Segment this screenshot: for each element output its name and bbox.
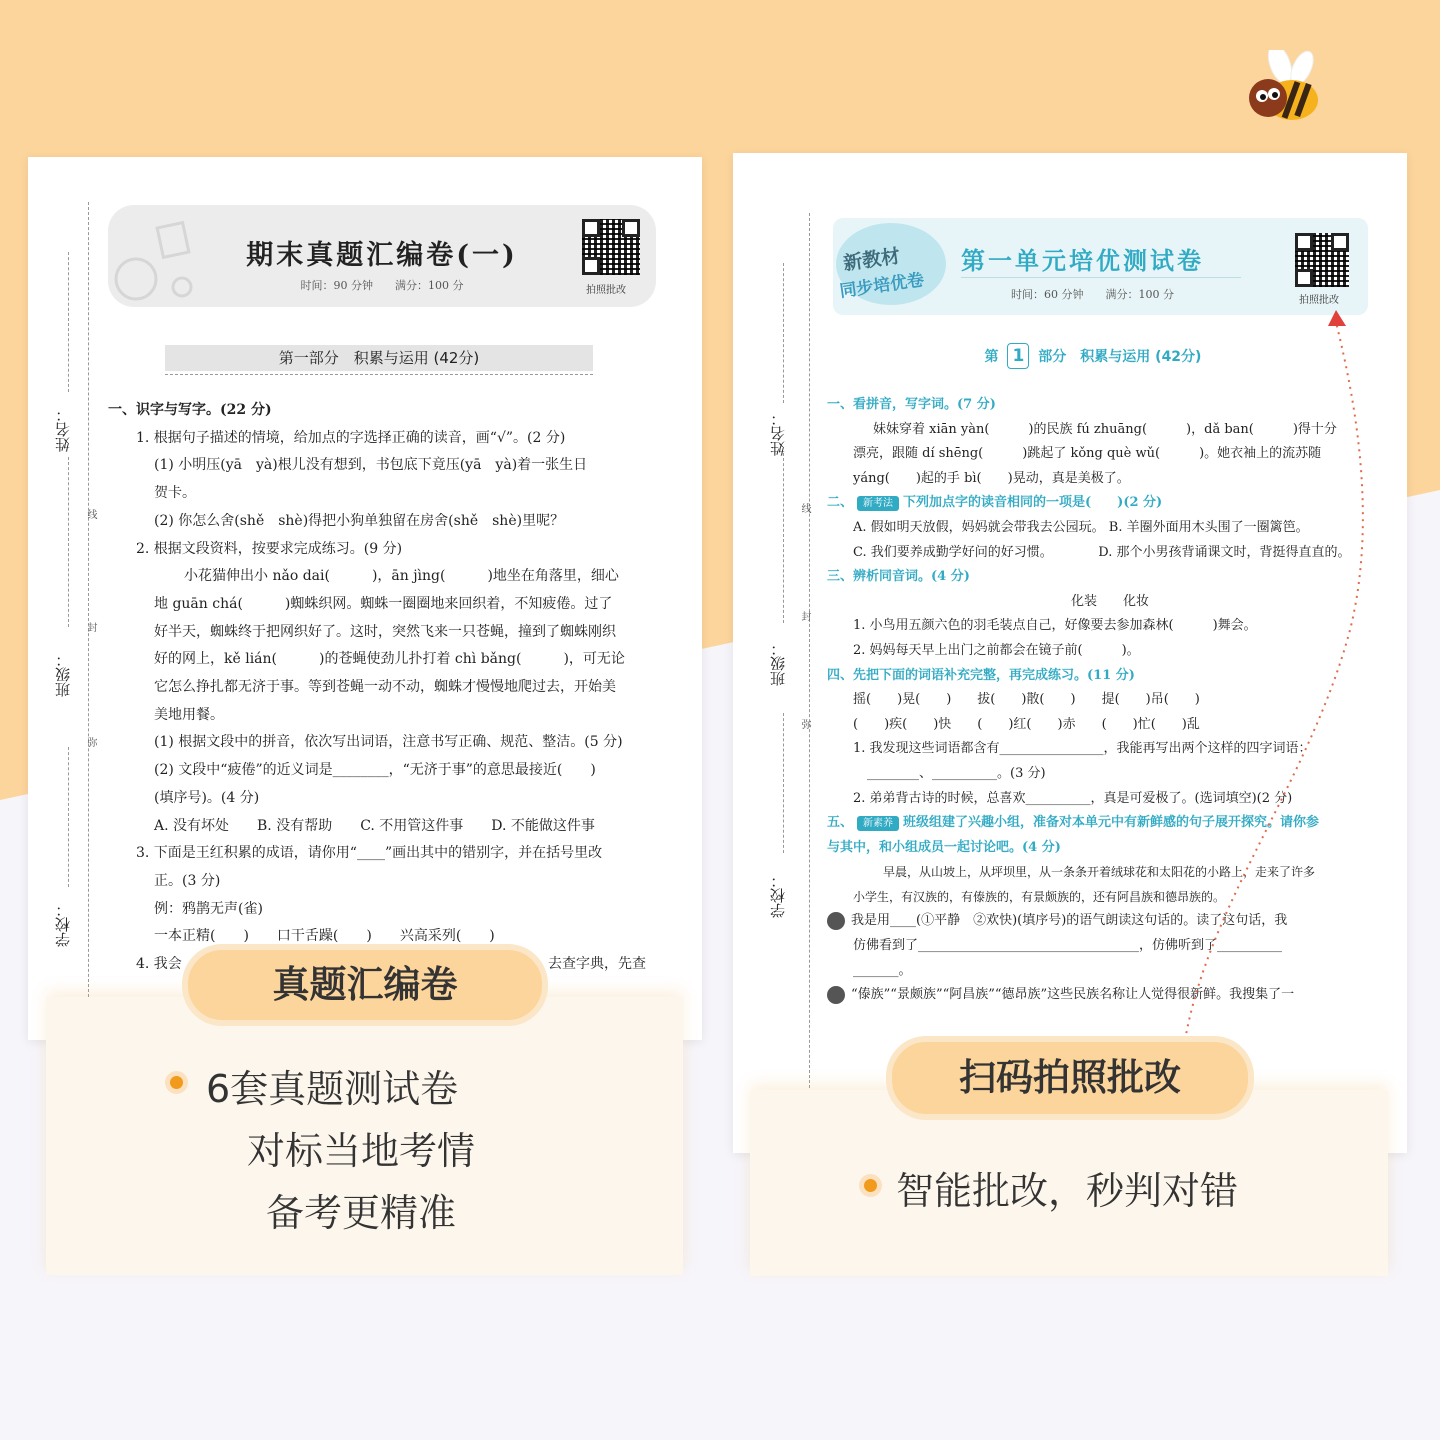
seal-mark: 线 (799, 503, 810, 513)
question-line: (填序号)。(4 分) (154, 789, 260, 806)
reading-passage: 小学生，有汉族的，有傣族的，有景颇族的，还有阿昌族和德昂族的。 (853, 889, 1226, 904)
question-line: (1) 小明压(yā yà)根儿没有想到，书包底下竟压(yā yà)着一张生日 (154, 457, 588, 474)
seal-mark: 封 (799, 611, 810, 621)
question-line: 一本正精( ) 口干舌躁( ) 兴高采列( ) (154, 928, 495, 945)
question-heading-text: 下列加点字的读音相同的一项是( )(2 分) (903, 495, 1163, 511)
question-line: 2. 妈妈每天早上出门之前都会在镜子前( )。 (853, 642, 1140, 658)
class-label: 班级： (54, 652, 72, 697)
section-heading: 第一部分 积累与运用 (42分) (165, 345, 593, 371)
title-underline (961, 277, 1241, 278)
question-line: A. 假如明天放假，妈妈就会带我去公园玩。 B. 羊圈外面用木头围了一圈篱笆。 (853, 519, 1309, 535)
question-line: 好半天，蜘蛛终于把网织好了。这时，突然飞来一只苍蝇，撞到了蜘蛛刚织 (154, 623, 616, 640)
question-line: 地 guān chá( )蜘蛛织网。蜘蛛一圈圈地来回织着，不知疲倦。过了 (154, 595, 613, 612)
question-number: 五、 (827, 815, 854, 831)
feature-line: 智能批改，秒判对错 (896, 1169, 1239, 1213)
seal-mark: 弥 (85, 737, 96, 747)
question-line: 1. 我发现这些词语都含有________________，我能再写出两个这样的四字词语： (853, 741, 1312, 757)
name-label: 姓名： (54, 407, 72, 452)
seal-mark: 弥 (799, 719, 810, 729)
school-label: 学校： (769, 873, 787, 918)
feature-pill-exam: 真题汇编卷 (182, 944, 548, 1026)
question-fragment: 去查字典，先查 (548, 956, 646, 973)
section-title: 部分 积累与运用 (42分) (1038, 349, 1202, 365)
question-line: (2) 文段中“疲倦”的近义词是________，“无济于事”的意思最接近( ) (154, 762, 596, 779)
bee-icon (1240, 50, 1330, 130)
class-label: 班级： (769, 641, 787, 686)
binding-line (809, 213, 810, 1093)
question-line: 贺卡。 (154, 485, 196, 502)
seal-mark: 线 (85, 509, 96, 519)
question-line: 漂亮，跟随 dí shēng( )跳起了 kǒng què wǔ( )。她衣袖上的流苏随 (853, 446, 1322, 462)
question-line-text: “傣族”“景颇族”“阿昌族”“德昂族”这些民族名称让人觉得很新鲜。我搜集了一 (851, 987, 1295, 1003)
binding-line (68, 747, 69, 887)
qr-caption: 拍照批改 (586, 285, 626, 296)
new-literacy-tag: 新素养 (857, 816, 899, 831)
seal-mark: 封 (85, 622, 96, 632)
question-line: ________、__________。(3 分) (867, 765, 1046, 781)
question-body (108, 397, 668, 979)
question-line: _______。 (853, 962, 912, 978)
binding-line (68, 457, 69, 627)
paper-meta: 时间：60 分钟 满分：100 分 (1011, 288, 1174, 301)
feature-line: 6套真题测试卷 (206, 1067, 459, 1111)
section-prefix: 第 (984, 349, 999, 365)
question-heading-text: 班级组建了兴趣小组，准备对本单元中有新鲜感的句子展开探究。请你参 (903, 815, 1320, 831)
question-line: 2. 根据文段资料，按要求完成练习。(9 分) (136, 540, 403, 557)
question-heading: 三、辨析同音词。(4 分) (827, 569, 970, 585)
question-heading: 一、识字与写字。(22 分) (108, 402, 272, 418)
paper-title: 第一单元培优测试卷 (961, 247, 1204, 275)
question-line: C. 我们要养成勤学好问的好习惯。 D. 那个小男孩背诵课文时，背挺得直直的。 (853, 544, 1351, 560)
badge-text: 同步培优卷 (838, 270, 926, 302)
feature-line: 备考更精准 (265, 1191, 456, 1235)
binding-line (783, 713, 784, 853)
qr-caption: 拍照批改 (1299, 295, 1339, 306)
bullet-dot-icon (170, 1076, 183, 1089)
question-line: 摇( )晃( ) 拔( )散( ) 提( )吊( ) (853, 692, 1200, 708)
feature-pill-scan: 扫码拍照批改 (886, 1036, 1254, 1120)
binding-line (68, 252, 69, 392)
question-line: (1) 根据文段中的拼音，依次写出词语，注意书写正确、规范、整洁。(5 分) (154, 734, 623, 751)
binding-line (783, 453, 784, 623)
question-fragment: 4. 我会 (136, 956, 182, 973)
question-line: A. 没有坏处 B. 没有帮助 C. 不用管这件事 D. 不能做这件事 (154, 817, 595, 834)
question-line: 例：鸦鹊无声(雀) (154, 900, 263, 917)
word-pair: 化装 化妆 (1071, 593, 1150, 609)
question-line: 它怎么挣扎都无济于事。等到苍蝇一动不动，蜘蛛才慢慢地爬过去，开始美 (154, 679, 616, 696)
question-line: 仿佛看到了__________________________________，仿佛听到了__________ (853, 938, 1283, 954)
question-line: 正。(3 分) (154, 872, 221, 889)
question-line-text: 我是用____(①平静 ②欢快)(填序号)的语气朗读这句话的。读了这句话，我 (851, 913, 1288, 929)
question-line: 美地用餐。 (154, 706, 224, 723)
section-number: 1 (1007, 343, 1029, 369)
question-line: 好的网上，kě lián( )的苍蝇使劲儿扑打着 chì bǎng( )，可无论 (154, 651, 625, 668)
exam-paper-left (28, 157, 702, 1040)
question-line: 3. 下面是王红积累的成语，请你用“____”画出其中的错别字，并在括号里改 (136, 845, 603, 862)
question-number: 二、 (827, 495, 854, 511)
binding-line (783, 263, 784, 403)
question-line: 与其中，和小组成员一起讨论吧。(4 分) (827, 839, 1061, 855)
question-line: 小花猫伸出小 nǎo dai( )，ān jìng( )地坐在角落里，细心 (184, 568, 619, 585)
paper-title: 期末真题汇编卷(一) (246, 240, 518, 271)
question-heading: 四、先把下面的词语补充完整，再完成练习。(11 分) (827, 667, 1135, 683)
section-divider (165, 374, 593, 375)
question-line: (2) 你怎么舍(shě shè)得把小狗单独留在房舍(shě shè)里呢？ (154, 512, 565, 529)
feature-line: 对标当地考情 (246, 1129, 475, 1173)
new-method-tag: 新考法 (857, 496, 899, 511)
paper-title-banner (108, 205, 656, 307)
binding-line (88, 202, 89, 1002)
student-avatar-icon (827, 912, 845, 930)
question-line: ( )疾( )快 ( )红( )赤 ( )忙( )乱 (853, 716, 1200, 732)
name-label: 姓名： (769, 411, 787, 456)
question-line: yáng( )起的手 bì( )晃动，真是美极了。 (853, 470, 1130, 486)
qr-code[interactable] (582, 219, 640, 275)
question-line: 2. 弟弟背古诗的时候，总喜欢__________，真是可爱极了。(选词填空)(2 分) (853, 790, 1293, 806)
reading-passage: 早晨，从山坡上，从坪坝里，从一条条开着绒球花和太阳花的小路上，走来了许多 (883, 865, 1316, 880)
school-label: 学校： (54, 902, 72, 947)
question-heading: 一、看拼音，写字词。(7 分) (827, 397, 996, 412)
dotted-arrow-icon (1150, 300, 1410, 1060)
question-line: 妹妹穿着 xiān yàn( )的民族 fú zhuāng( )，dǎ ban( )得十分 (873, 421, 1337, 437)
bullet-dot-icon (864, 1179, 877, 1192)
question-line: 1. 小鸟用五颜六色的羽毛装点自己，好像要去参加森林( )舞会。 (853, 618, 1257, 634)
student-avatar-icon (827, 986, 845, 1004)
qr-code[interactable] (1295, 233, 1349, 287)
paper-meta: 时间：90 分钟 满分：100 分 (300, 279, 464, 292)
badge-text: 新教材 (841, 245, 902, 275)
question-line: 1. 根据句子描述的情境，给加点的字选择正确的读音，画“√”。(2 分) (136, 429, 566, 446)
